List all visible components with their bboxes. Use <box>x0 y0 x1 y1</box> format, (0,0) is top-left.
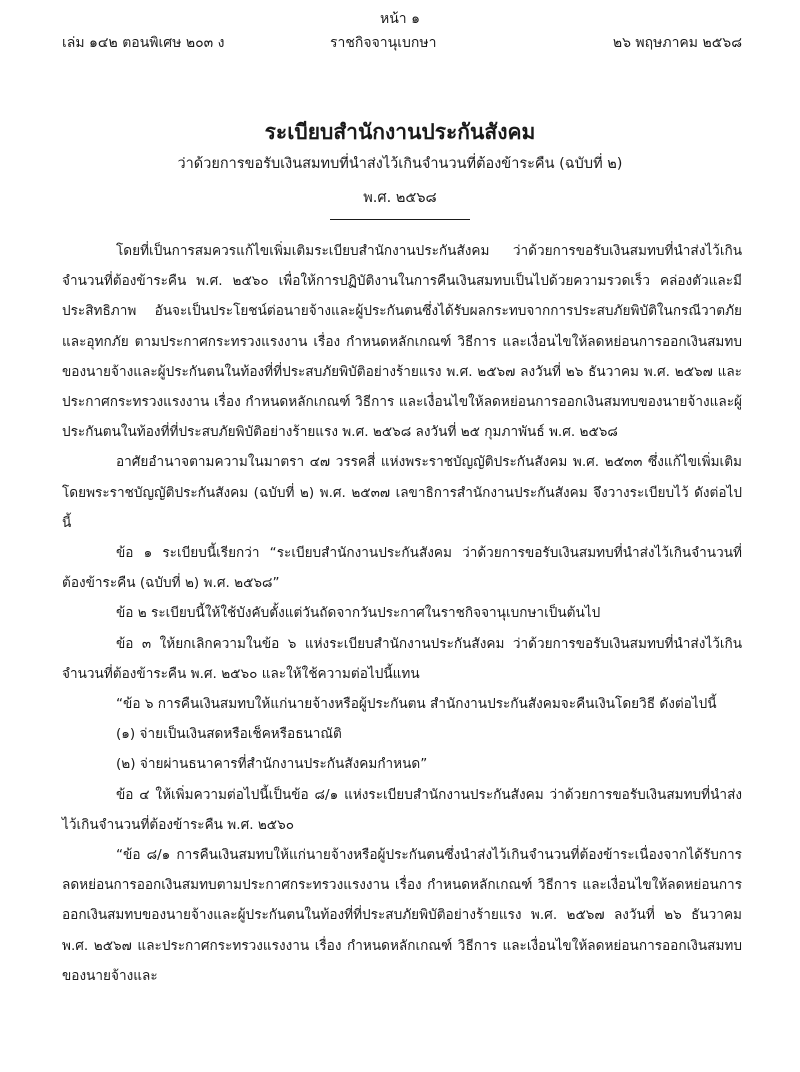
authority-paragraph: อาศัยอำนาจตามความในมาตรา ๔๗ วรรคสี่ แห่งพระราชบัญญัติประกันสังคม พ.ศ. ๒๕๓๓ ซึ่งแก้ไขเพิ่มเติมโดยพระราชบัญญัติประกันสังคม (ฉบับที่ ๒) พ.ศ. ๒๕๓๗ เลขาธิการสำนักงานประกันสังคม จึงวางระเบียบไว้ ดังต่อไปนี้ <box>62 454 742 531</box>
clause-6-text: “ข้อ ๖ การคืนเงินสมทบให้แก่นายจ้างหรือผู้ประกันตน สำนักงานประกันสังคมจะคืนเงินโดยวิธี ดังต่อไปนี้ <box>116 696 717 713</box>
clause-6-item-2: (๒) จ่ายผ่านธนาคารที่สำนักงานประกันสังคมกำหนด” <box>116 756 428 773</box>
document-body <box>62 236 742 991</box>
clause-6-item-1: (๑) จ่ายเป็นเงินสดหรือเช็คหรือธนาณัติ <box>116 726 342 743</box>
preamble-paragraph: โดยที่เป็นการสมควรแก้ไขเพิ่มเติมระเบียบสำนักงานประกันสังคม ว่าด้วยการขอรับเงินสมทบที่นำส่งไว้เกินจำนวนที่ต้องข้าระคืน พ.ศ. ๒๕๖๐ เพื่อให้การปฏิบัติงานในการคืนเงินสมทบเป็นไปด้วยความรวดเร็ว คล่องตัวและมีประสิทธิภาพ อันจะเป็นประโยชน์ต่อนายจ้างและผู้ประกันตนซึ่งได้รับผลกระทบจากการประสบภัยพิบัติในกรณีวาตภัยและอุทกภัย ตามประกาศกระทรวงแรงงาน เรื่อง กำหนดหลักเกณฑ์ วิธีการ และเงื่อนไขให้ลดหย่อนการออกเงินสมทบของนายจ้างและผู้ประกันตนในท้องที่ที่ประสบภัยพิบัติอย่างร้ายแรง พ.ศ. ๒๕๖๗ ลงวันที่ ๒๖ ธันวาคม พ.ศ. ๒๕๖๗ และประกาศกระทรวงแรงงาน เรื่อง กำหนดหลักเกณฑ์ วิธีการ และเงื่อนไขให้ลดหย่อนการออกเงินสมทบของนายจ้างและผู้ประกันตนในท้องที่ที่ประสบภัยพิบัติอย่างร้ายแรง พ.ศ. ๒๕๖๘ ลงวันที่ ๒๕ กุมภาพันธ์ พ.ศ. ๒๕๖๘ <box>62 243 742 441</box>
clause-4: ข้อ ๔ ให้เพิ่มความต่อไปนี้เป็นข้อ ๘/๑ แห่งระเบียบสำนักงานประกันสังคม ว่าด้วยการขอรับเงินสมทบที่นำส่งไว้เกินจำนวนที่ต้องข้าระคืน พ.ศ. ๒๕๖๐ <box>62 786 742 833</box>
clause-8-1-text: “ข้อ ๘/๑ การคืนเงินสมทบให้แก่นายจ้างหรือผู้ประกันตนซึ่งนำส่งไว้เกินจำนวนที่ต้องข้าระเนื่องจากได้รับการลดหย่อนการออกเงินสมทบตามประกาศกระทรวงแรงงาน เรื่อง กำหนดหลักเกณฑ์ วิธีการ และเงื่อนไขให้ลดหย่อนการออกเงินสมทบของนายจ้างและผู้ประกันตนในท้องที่ที่ประสบภัยพิบัติอย่างร้ายแรง พ.ศ. ๒๕๖๗ ลงวันที่ ๒๖ ธันวาคม พ.ศ. ๒๕๖๗ และประกาศกระทรวงแรงงาน เรื่อง กำหนดหลักเกณฑ์ วิธีการ และเงื่อนไขให้ลดหย่อนการออกเงินสมทบของนายจ้างและ <box>62 847 742 984</box>
volume-info: เล่ม ๑๔๒ ตอนพิเศษ ๒๐๓ ง <box>62 35 225 51</box>
publication-date: ๒๖ พฤษภาคม ๒๕๖๘ <box>612 35 742 51</box>
gazette-header <box>62 32 742 54</box>
title-divider <box>330 219 470 220</box>
document-year: พ.ศ. ๒๕๖๘ <box>363 190 437 206</box>
page-number: หน้า ๑ <box>380 11 420 27</box>
clause-2: ข้อ ๒ ระเบียบนี้ให้ใช้บังคับตั้งแต่วันถัดจากวันประกาศในราชกิจจานุเบกษาเป็นต้นไป <box>116 605 601 622</box>
clause-3: ข้อ ๓ ให้ยกเลิกความในข้อ ๖ แห่งระเบียบสำนักงานประกันสังคม ว่าด้วยการขอรับเงินสมทบที่นำส่งไว้เกินจำนวนที่ต้องข้าระคืน พ.ศ. ๒๕๖๐ และให้ใช้ความต่อไปนี้แทน <box>62 635 742 682</box>
document-subtitle: ว่าด้วยการขอรับเงินสมทบที่นำส่งไว้เกินจำนวนที่ต้องข้าระคืน (ฉบับที่ ๒) <box>177 156 623 172</box>
clause-1: ข้อ ๑ ระเบียบนี้เรียกว่า “ระเบียบสำนักงานประกันสังคม ว่าด้วยการขอรับเงินสมทบที่นำส่งไว้เกินจำนวนที่ต้องข้าระคืน (ฉบับที่ ๒) พ.ศ. ๒๕๖๘” <box>62 545 742 592</box>
document-title: ระเบียบสำนักงานประกันสังคม <box>264 120 536 144</box>
gazette-name: ราชกิจจานุเบกษา <box>330 35 437 51</box>
